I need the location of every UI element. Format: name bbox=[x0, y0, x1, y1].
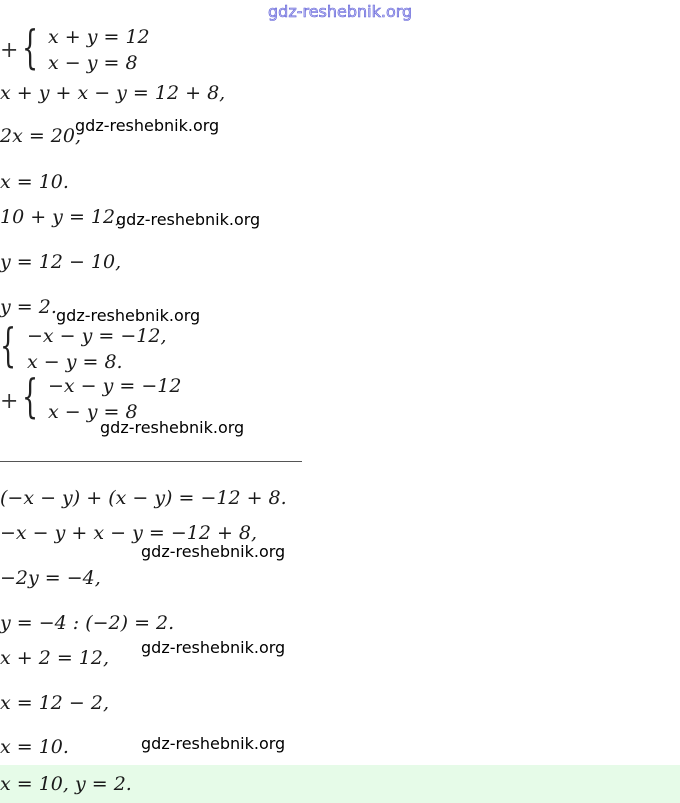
watermark: gdz-reshebnik.org bbox=[141, 638, 286, 657]
brace-icon: { bbox=[22, 20, 39, 74]
step2-line-2: −x − y + x − y = −12 + 8, bbox=[0, 522, 258, 544]
step2-line-7: x = 10. bbox=[0, 736, 69, 758]
plus-operator: + bbox=[0, 38, 19, 63]
brace-icon: { bbox=[0, 318, 17, 372]
watermark: gdz-reshebnik.org bbox=[100, 418, 245, 437]
system2-eq1: −x − y = −12, bbox=[27, 325, 167, 347]
watermark-top: gdz-reshebnik.org bbox=[268, 2, 413, 21]
watermark: gdz-reshebnik.org bbox=[141, 542, 286, 561]
watermark: gdz-reshebnik.org bbox=[56, 306, 201, 325]
plus-operator: + bbox=[0, 389, 19, 414]
system1-eq1: x + y = 12 bbox=[48, 26, 150, 48]
system3-eq2: x − y = 8 bbox=[48, 401, 138, 423]
step1-line-2: 2x = 20, bbox=[0, 125, 82, 147]
step1-line-4: 10 + y = 12, bbox=[0, 206, 122, 228]
summation-rule bbox=[0, 461, 302, 462]
system1-eq2: x − y = 8 bbox=[48, 52, 138, 74]
watermark: gdz-reshebnik.org bbox=[141, 734, 286, 753]
step2-line-1: (−x − y) + (x − y) = −12 + 8. bbox=[0, 487, 287, 509]
answer-text: x = 10, y = 2. bbox=[0, 773, 132, 795]
step1-line-3: x = 10. bbox=[0, 171, 69, 193]
brace-icon: { bbox=[22, 369, 39, 423]
step1-line-6: y = 2. bbox=[0, 296, 57, 318]
answer-box bbox=[0, 765, 680, 803]
step2-line-3: −2y = −4, bbox=[0, 567, 101, 589]
watermark: gdz-reshebnik.org bbox=[75, 116, 220, 135]
step1-line-5: y = 12 − 10, bbox=[0, 251, 122, 273]
step2-line-5: x + 2 = 12, bbox=[0, 647, 110, 669]
system3-eq1: −x − y = −12 bbox=[48, 375, 182, 397]
step1-line-1: x + y + x − y = 12 + 8, bbox=[0, 82, 226, 104]
step2-line-6: x = 12 − 2, bbox=[0, 692, 110, 714]
step2-line-4: y = −4 : (−2) = 2. bbox=[0, 612, 175, 634]
watermark: gdz-reshebnik.org bbox=[116, 210, 261, 229]
system2-eq2: x − y = 8. bbox=[27, 351, 123, 373]
